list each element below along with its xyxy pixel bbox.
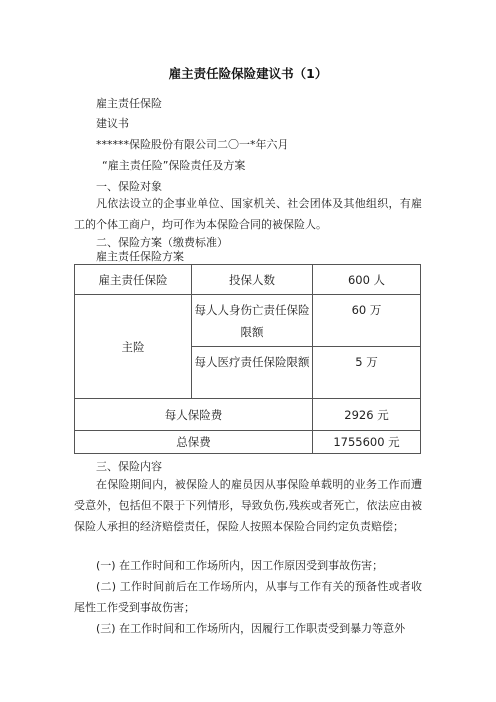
table-cell-premium-total-label: 总保费 — [75, 431, 313, 454]
table-cell-insured-count-label: 投保人数 — [192, 265, 313, 295]
insurance-plan-table — [74, 264, 421, 454]
table-row — [75, 399, 421, 431]
header-line-company-date: ******保险股份有限公司二〇一*年六月 — [96, 138, 289, 151]
table-cell-main-coverage: 主险 — [75, 295, 192, 399]
table-cell-premium-each-value: 2926 元 — [313, 399, 421, 431]
section1-paragraph: 凡依法设立的企事业单位、国家机关、社会团体及其他组织，有雇工的个体工商户，均可作为本保险合同的被保险人。 — [74, 197, 422, 231]
table-cell-medical-limit-label: 每人医疗责任保险限额 — [192, 347, 313, 399]
document-title: 雇主责任险保险建议书（1） — [168, 66, 328, 81]
header-line-subtitle: “雇主责任险”保险责任及方案 — [102, 159, 246, 172]
coverage-item-3: (三) 在工作时间和工作场所内，因履行工作职责受到暴力等意外 — [96, 622, 406, 635]
table-cell-premium-each-label: 每人保险费 — [75, 399, 313, 431]
section2-heading: 二、保险方案（缴费标准） — [96, 236, 228, 249]
table-cell-medical-limit-value: 5 万 — [313, 347, 421, 399]
header-line-proposal: 建议书 — [96, 117, 129, 130]
table-row — [75, 431, 421, 454]
header-line-insurance-type: 雇主责任保险 — [96, 97, 162, 110]
section3-paragraph: 在保险期间内，被保险人的雇员因从事保险单载明的业务工作而遭受意外，包括但不限于下列情形，导致负伤,残疾或者死亡，依法应由被保险人承担的经济赔偿责任，保险人按照本保险合同约定负责赔偿； — [74, 478, 422, 533]
section1-heading: 一、保险对象 — [96, 180, 162, 193]
table-row — [75, 295, 421, 347]
table-caption: 雇主责任保险方案 — [96, 250, 184, 263]
table-cell-insured-count-value: 600 人 — [313, 265, 421, 295]
table-cell-death-limit-value: 60 万 — [313, 295, 421, 347]
table-cell-premium-total-value: 1755600 元 — [313, 431, 421, 454]
table-cell-product: 雇主责任保险 — [75, 265, 192, 295]
coverage-item-1: (一) 在工作时间和工作场所内，因工作原因受到事故伤害； — [96, 559, 384, 572]
table-row — [75, 265, 421, 295]
table-cell-death-limit-label: 每人人身伤亡责任保险限额 — [192, 295, 313, 347]
section3-heading: 三、保险内容 — [96, 460, 162, 473]
coverage-item-2: (二) 工作时间前后在工作场所内，从事与工作有关的预备性或者收尾性工作受到事故伤害； — [74, 580, 422, 614]
